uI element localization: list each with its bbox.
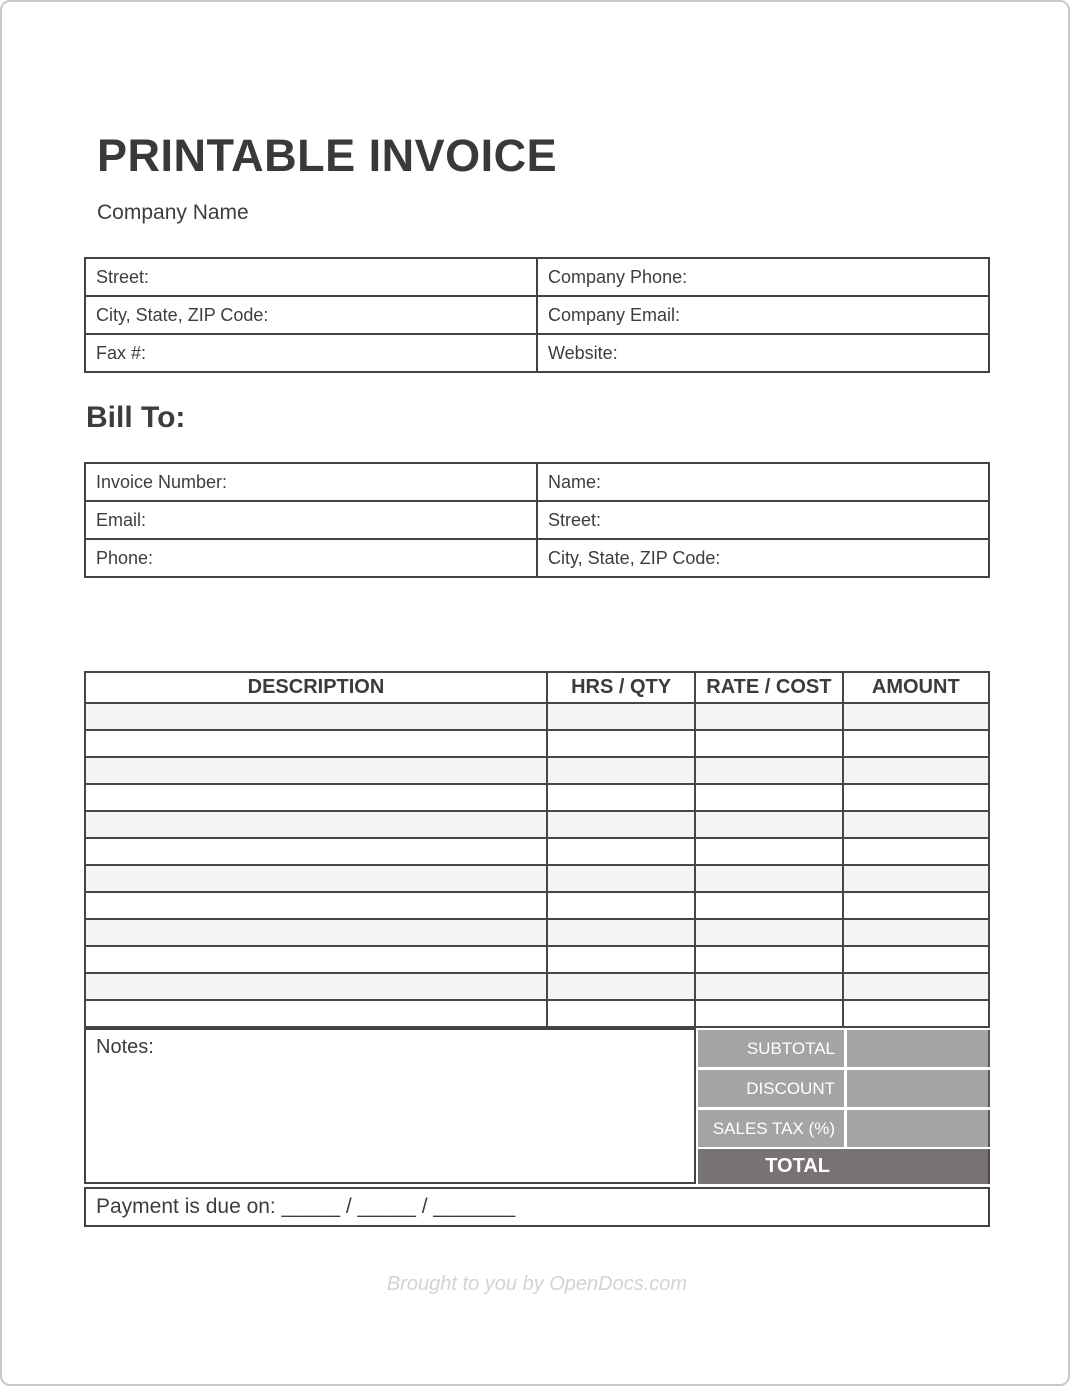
- company-info-table: [84, 257, 990, 373]
- item-cell: [843, 1000, 989, 1027]
- item-cell: [85, 703, 547, 730]
- page-title: PRINTABLE INVOICE: [97, 130, 558, 181]
- item-cell: [85, 757, 547, 784]
- item-cell: [547, 946, 695, 973]
- item-cell: [843, 973, 989, 1000]
- subtotal-row: [698, 1030, 990, 1067]
- item-cell: [695, 973, 842, 1000]
- client-name-field: Name:: [537, 463, 989, 501]
- item-cell: [843, 757, 989, 784]
- item-cell: [695, 730, 842, 757]
- company-street-field: Street:: [85, 258, 537, 296]
- item-row: [85, 838, 989, 865]
- discount-row: [698, 1070, 990, 1107]
- item-cell: [547, 838, 695, 865]
- totals-section: [696, 1028, 990, 1184]
- bottom-section: [84, 1028, 990, 1184]
- item-cell: [695, 919, 842, 946]
- item-cell: [843, 838, 989, 865]
- page-content: [84, 132, 990, 1296]
- item-row: [85, 784, 989, 811]
- sales-tax-label: SALES TAX (%): [698, 1110, 844, 1147]
- item-cell: [695, 703, 842, 730]
- company-email-field: Company Email:: [537, 296, 989, 334]
- item-cell: [85, 730, 547, 757]
- rate-cost-column-header: RATE / COST: [695, 672, 842, 703]
- client-street-field: Street:: [537, 501, 989, 539]
- item-row: [85, 757, 989, 784]
- item-cell: [85, 946, 547, 973]
- total-row: [698, 1149, 990, 1184]
- item-cell: [547, 973, 695, 1000]
- item-row: [85, 811, 989, 838]
- subtotal-value: [847, 1030, 990, 1067]
- sales-tax-value: [847, 1110, 990, 1147]
- subtotal-label: SUBTOTAL: [698, 1030, 844, 1067]
- payment-due-text: Payment is due on: _____ / _____ / _______: [96, 1195, 516, 1219]
- sales-tax-row: [698, 1110, 990, 1147]
- item-row: [85, 892, 989, 919]
- item-row: [85, 946, 989, 973]
- company-name: Company Name: [97, 201, 249, 225]
- notes-box: [84, 1028, 696, 1184]
- item-cell: [85, 1000, 547, 1027]
- item-cell: [547, 757, 695, 784]
- item-cell: [843, 811, 989, 838]
- table-row: [85, 296, 989, 334]
- item-cell: [547, 1000, 695, 1027]
- item-cell: [85, 865, 547, 892]
- company-website-field: Website:: [537, 334, 989, 372]
- item-cell: [85, 973, 547, 1000]
- client-phone-field: Phone:: [85, 539, 537, 577]
- item-cell: [843, 919, 989, 946]
- item-cell: [547, 784, 695, 811]
- item-cell: [695, 811, 842, 838]
- company-phone-field: Company Phone:: [537, 258, 989, 296]
- item-cell: [843, 784, 989, 811]
- items-tbody: [85, 703, 989, 1027]
- item-cell: [843, 703, 989, 730]
- invoice-number-field: Invoice Number:: [85, 463, 537, 501]
- item-row: [85, 730, 989, 757]
- item-cell: [547, 892, 695, 919]
- item-cell: [695, 946, 842, 973]
- amount-column-header: AMOUNT: [843, 672, 989, 703]
- item-cell: [695, 1000, 842, 1027]
- table-row: [85, 539, 989, 577]
- company-city-state-zip-field: City, State, ZIP Code:: [85, 296, 537, 334]
- item-cell: [843, 946, 989, 973]
- item-cell: [695, 865, 842, 892]
- item-cell: [695, 757, 842, 784]
- table-row: [85, 334, 989, 372]
- footer-credit: Brought to you by OpenDocs.com: [386, 1273, 688, 1296]
- item-cell: [547, 811, 695, 838]
- item-row: [85, 703, 989, 730]
- payment-due-bar: [84, 1187, 990, 1227]
- notes-label: Notes:: [96, 1036, 154, 1059]
- item-cell: [85, 838, 547, 865]
- discount-value: [847, 1070, 990, 1107]
- description-column-header: DESCRIPTION: [85, 672, 547, 703]
- item-cell: [695, 892, 842, 919]
- item-row: [85, 919, 989, 946]
- client-email-field: Email:: [85, 501, 537, 539]
- item-cell: [547, 703, 695, 730]
- items-header-row: [85, 672, 989, 703]
- item-cell: [843, 865, 989, 892]
- item-cell: [85, 784, 547, 811]
- discount-label: DISCOUNT: [698, 1070, 844, 1107]
- item-cell: [547, 730, 695, 757]
- item-row: [85, 973, 989, 1000]
- item-cell: [843, 892, 989, 919]
- item-cell: [843, 730, 989, 757]
- total-label: TOTAL: [765, 1155, 830, 1178]
- client-city-state-zip-field: City, State, ZIP Code:: [537, 539, 989, 577]
- table-row: [85, 258, 989, 296]
- item-cell: [695, 838, 842, 865]
- bill-to-table: [84, 462, 990, 578]
- company-fax-field: Fax #:: [85, 334, 537, 372]
- item-row: [85, 865, 989, 892]
- item-cell: [547, 865, 695, 892]
- line-items-table: [84, 671, 990, 1028]
- table-row: [85, 463, 989, 501]
- table-row: [85, 501, 989, 539]
- bill-to-heading: Bill To:: [86, 401, 186, 435]
- hrs-qty-column-header: HRS / QTY: [547, 672, 695, 703]
- item-cell: [85, 892, 547, 919]
- item-row: [85, 1000, 989, 1027]
- item-cell: [547, 919, 695, 946]
- item-cell: [695, 784, 842, 811]
- item-cell: [85, 811, 547, 838]
- item-cell: [85, 919, 547, 946]
